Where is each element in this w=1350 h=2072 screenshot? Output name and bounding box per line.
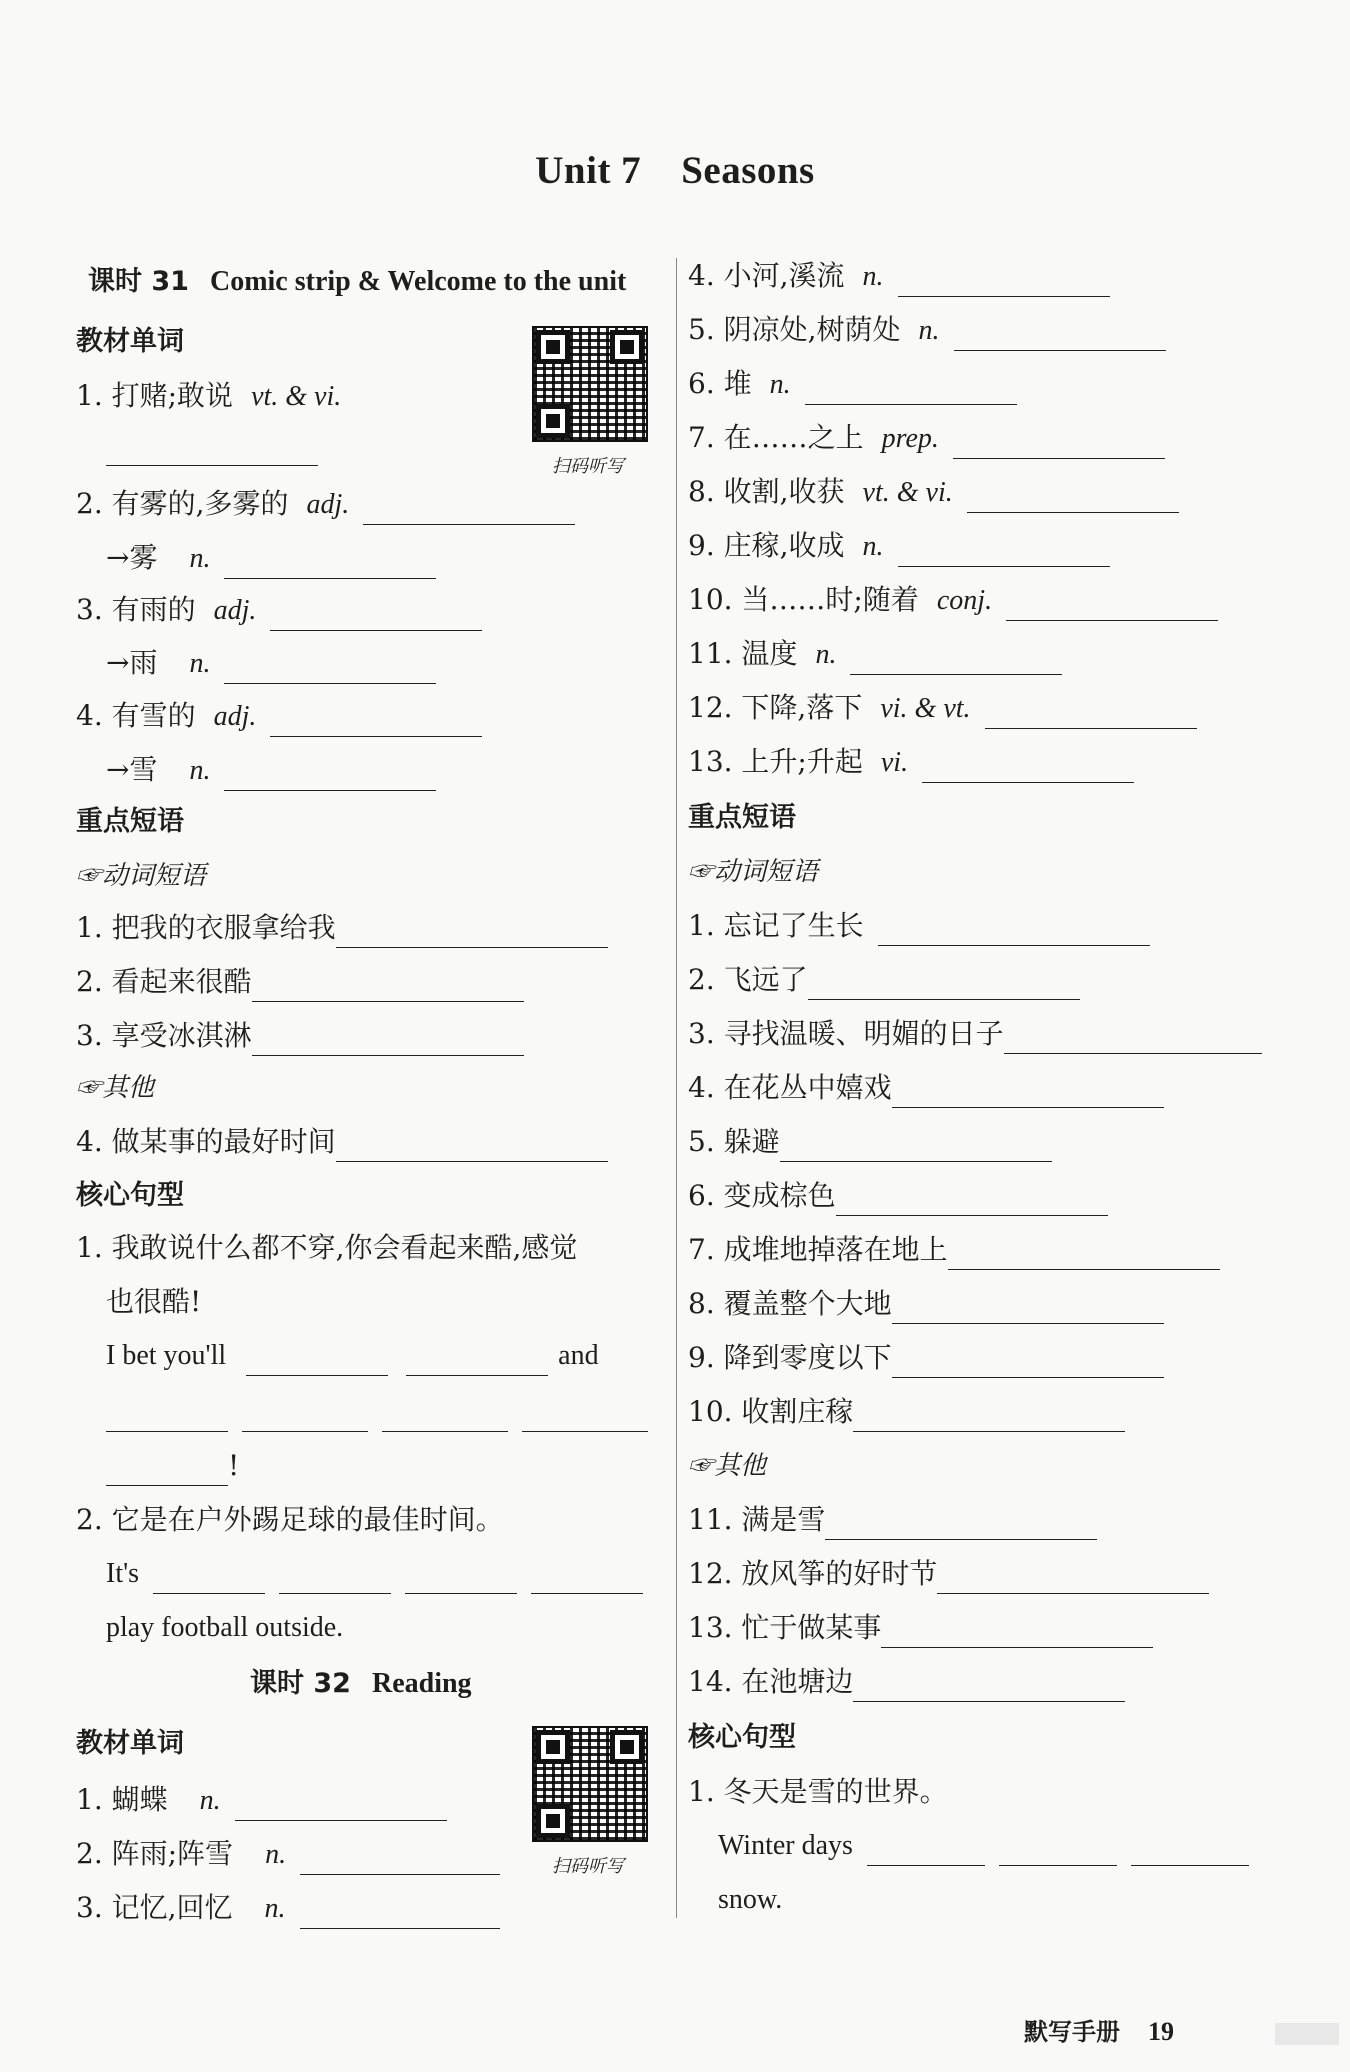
vocab-item: 13. 上升;升起 vi. bbox=[688, 742, 1134, 782]
sentence-line: It's bbox=[106, 1554, 643, 1594]
answer-blank[interactable] bbox=[898, 266, 1110, 297]
answer-blank[interactable] bbox=[853, 1401, 1125, 1432]
unit-name: Seasons bbox=[681, 149, 815, 192]
section-heading: 教材单词 bbox=[76, 326, 184, 357]
answer-blank[interactable] bbox=[224, 548, 436, 579]
section-heading: 核心句型 bbox=[76, 1180, 184, 1211]
answer-blank[interactable] bbox=[1131, 1835, 1249, 1866]
answer-blank[interactable] bbox=[270, 706, 482, 737]
answer-blank[interactable] bbox=[937, 1563, 1209, 1594]
answer-blank[interactable] bbox=[953, 428, 1165, 459]
answer-blank[interactable] bbox=[106, 1401, 228, 1432]
answer-blank[interactable] bbox=[892, 1347, 1164, 1378]
page-footer bbox=[1024, 2012, 1174, 2047]
book-title: 默写手册 bbox=[1024, 2018, 1120, 2046]
answer-blank[interactable] bbox=[242, 1401, 368, 1432]
sentence-line bbox=[106, 1392, 648, 1432]
vocab-item: 1. 蝴蝶 n. bbox=[76, 1780, 447, 1820]
vocab-item: →雾 n. bbox=[106, 538, 436, 578]
answer-blank[interactable] bbox=[382, 1401, 508, 1432]
qr-caption: 扫码听写 bbox=[552, 456, 624, 477]
phrase-item: 1. 把我的衣服拿给我 bbox=[76, 908, 608, 948]
corner-mark bbox=[1275, 2023, 1339, 2045]
answer-blank[interactable] bbox=[336, 917, 608, 948]
answer-blank[interactable] bbox=[224, 760, 436, 791]
vocab-item: 3. 有雨的 adj. bbox=[76, 590, 482, 630]
phrase-item: 2. 看起来很酷 bbox=[76, 962, 524, 1002]
vocab-item: 2. 阵雨;阵雪 n. bbox=[76, 1834, 500, 1874]
column-divider bbox=[676, 258, 677, 1918]
phrase-item: 11. 满是雪 bbox=[688, 1500, 1097, 1540]
vocab-item: 3. 记忆,回忆 n. bbox=[76, 1888, 500, 1928]
answer-blank[interactable] bbox=[363, 494, 575, 525]
phrase-item: 14. 在池塘边 bbox=[688, 1662, 1125, 1702]
phrase-item: 4. 在花丛中嬉戏 bbox=[688, 1068, 1164, 1108]
answer-blank[interactable] bbox=[985, 698, 1197, 729]
vocab-item: →雨 n. bbox=[106, 643, 436, 683]
answer-line bbox=[76, 426, 318, 466]
answer-blank[interactable] bbox=[300, 1844, 500, 1875]
phrase-item: 13. 忙于做某事 bbox=[688, 1608, 1153, 1648]
answer-blank[interactable] bbox=[252, 971, 524, 1002]
answer-blank[interactable] bbox=[522, 1401, 648, 1432]
answer-blank[interactable] bbox=[892, 1293, 1164, 1324]
section-heading: 核心句型 bbox=[688, 1722, 796, 1753]
answer-blank[interactable] bbox=[808, 969, 1080, 1000]
section-heading: 教材单词 bbox=[76, 1728, 184, 1759]
vocab-item: 4. 有雪的 adj. bbox=[76, 696, 482, 736]
answer-blank[interactable] bbox=[531, 1563, 643, 1594]
answer-blank[interactable] bbox=[252, 1025, 524, 1056]
vocab-item: 7. 在……之上 prep. bbox=[688, 418, 1165, 458]
lesson-32-heading: 课时 32 Reading bbox=[250, 1668, 472, 1699]
sentence-prompt: 也很酷! bbox=[106, 1285, 202, 1318]
answer-blank[interactable] bbox=[867, 1835, 985, 1866]
answer-blank[interactable] bbox=[881, 1617, 1153, 1648]
phrase-item: 10. 收割庄稼 bbox=[688, 1392, 1125, 1432]
answer-blank[interactable] bbox=[405, 1563, 517, 1594]
answer-blank[interactable] bbox=[878, 915, 1150, 946]
vocab-item: 4. 小河,溪流 n. bbox=[688, 256, 1110, 296]
subsection-label: ☞动词短语 bbox=[76, 861, 207, 891]
answer-blank[interactable] bbox=[853, 1671, 1125, 1702]
section-heading: 重点短语 bbox=[76, 806, 184, 837]
answer-blank[interactable] bbox=[967, 482, 1179, 513]
vocab-item: 6. 堆 n. bbox=[688, 364, 1017, 404]
answer-blank[interactable] bbox=[825, 1509, 1097, 1540]
answer-blank[interactable] bbox=[898, 536, 1110, 567]
answer-blank[interactable] bbox=[153, 1563, 265, 1594]
sentence-line: Winter days bbox=[718, 1826, 1249, 1866]
sentence-prompt: 2. 它是在户外踢足球的最佳时间。 bbox=[76, 1503, 504, 1536]
sentence-line: I bet you'll and bbox=[106, 1336, 599, 1376]
vocab-item: 8. 收割,收获 vt. & vi. bbox=[688, 472, 1179, 512]
vocab-item: 9. 庄稼,收成 n. bbox=[688, 526, 1110, 566]
unit-title bbox=[0, 148, 1350, 193]
qr-code-icon[interactable] bbox=[532, 326, 648, 442]
qr-code-icon[interactable] bbox=[532, 1726, 648, 1842]
phrase-item: 3. 享受冰淇淋 bbox=[76, 1016, 524, 1056]
answer-blank[interactable] bbox=[336, 1131, 608, 1162]
phrase-item: 7. 成堆地掉落在地上 bbox=[688, 1230, 1220, 1270]
answer-blank[interactable] bbox=[954, 320, 1166, 351]
vocab-item: →雪 n. bbox=[106, 750, 436, 790]
answer-blank[interactable] bbox=[999, 1835, 1117, 1866]
vocab-item: 10. 当……时;随着 conj. bbox=[688, 580, 1218, 620]
answer-blank[interactable] bbox=[406, 1345, 548, 1376]
phrase-item: 2. 飞远了 bbox=[688, 960, 1080, 1000]
vocab-item: 12. 下降,落下 vi. & vt. bbox=[688, 688, 1197, 728]
unit-number: Unit 7 bbox=[535, 149, 642, 192]
answer-blank[interactable] bbox=[279, 1563, 391, 1594]
answer-blank[interactable] bbox=[780, 1131, 1052, 1162]
sentence-line: ! bbox=[106, 1446, 239, 1486]
answer-blank[interactable] bbox=[805, 374, 1017, 405]
phrase-item: 3. 寻找温暖、明媚的日子 bbox=[688, 1014, 1262, 1054]
qr-caption: 扫码听写 bbox=[552, 1856, 624, 1877]
phrase-item: 8. 覆盖整个大地 bbox=[688, 1284, 1164, 1324]
vocab-item: 5. 阴凉处,树荫处 n. bbox=[688, 310, 1166, 350]
answer-blank[interactable] bbox=[922, 752, 1134, 783]
section-heading: 重点短语 bbox=[688, 802, 796, 833]
answer-blank[interactable] bbox=[224, 653, 436, 684]
subsection-label: ☞其他 bbox=[76, 1073, 155, 1103]
answer-blank[interactable] bbox=[1006, 590, 1218, 621]
vocab-item: 11. 温度 n. bbox=[688, 634, 1062, 674]
page-number: 19 bbox=[1148, 2017, 1174, 2046]
subsection-label: ☞其他 bbox=[688, 1451, 767, 1481]
vocab-item: 1. 打赌;敢说 vt. & vi. bbox=[76, 379, 342, 412]
phrase-item: 6. 变成棕色 bbox=[688, 1176, 1108, 1216]
answer-blank[interactable] bbox=[106, 435, 318, 466]
phrase-item: 4. 做某事的最好时间 bbox=[76, 1122, 608, 1162]
answer-blank[interactable] bbox=[246, 1345, 388, 1376]
phrase-item: 9. 降到零度以下 bbox=[688, 1338, 1164, 1378]
sentence-prompt: 1. 我敢说什么都不穿,你会看起来酷,感觉 bbox=[76, 1231, 578, 1264]
sentence-prompt: 1. 冬天是雪的世界。 bbox=[688, 1775, 948, 1808]
answer-blank[interactable] bbox=[892, 1077, 1164, 1108]
phrase-item: 1. 忘记了生长 bbox=[688, 906, 1150, 946]
vocab-item: 2. 有雾的,多雾的 adj. bbox=[76, 484, 575, 524]
sentence-line: play football outside. bbox=[106, 1612, 344, 1643]
sentence-line: snow. bbox=[718, 1884, 783, 1915]
answer-blank[interactable] bbox=[850, 644, 1062, 675]
answer-blank[interactable] bbox=[270, 600, 482, 631]
subsection-label: ☞动词短语 bbox=[688, 857, 819, 887]
phrase-item: 12. 放风筝的好时节 bbox=[688, 1554, 1209, 1594]
answer-blank[interactable] bbox=[948, 1239, 1220, 1270]
phrase-item: 5. 躲避 bbox=[688, 1122, 1052, 1162]
answer-blank[interactable] bbox=[1004, 1023, 1262, 1054]
lesson-31-heading: 课时 31 Comic strip & Welcome to the unit bbox=[88, 266, 627, 297]
answer-blank[interactable] bbox=[106, 1455, 228, 1486]
answer-blank[interactable] bbox=[300, 1898, 500, 1929]
answer-blank[interactable] bbox=[235, 1790, 447, 1821]
answer-blank[interactable] bbox=[836, 1185, 1108, 1216]
